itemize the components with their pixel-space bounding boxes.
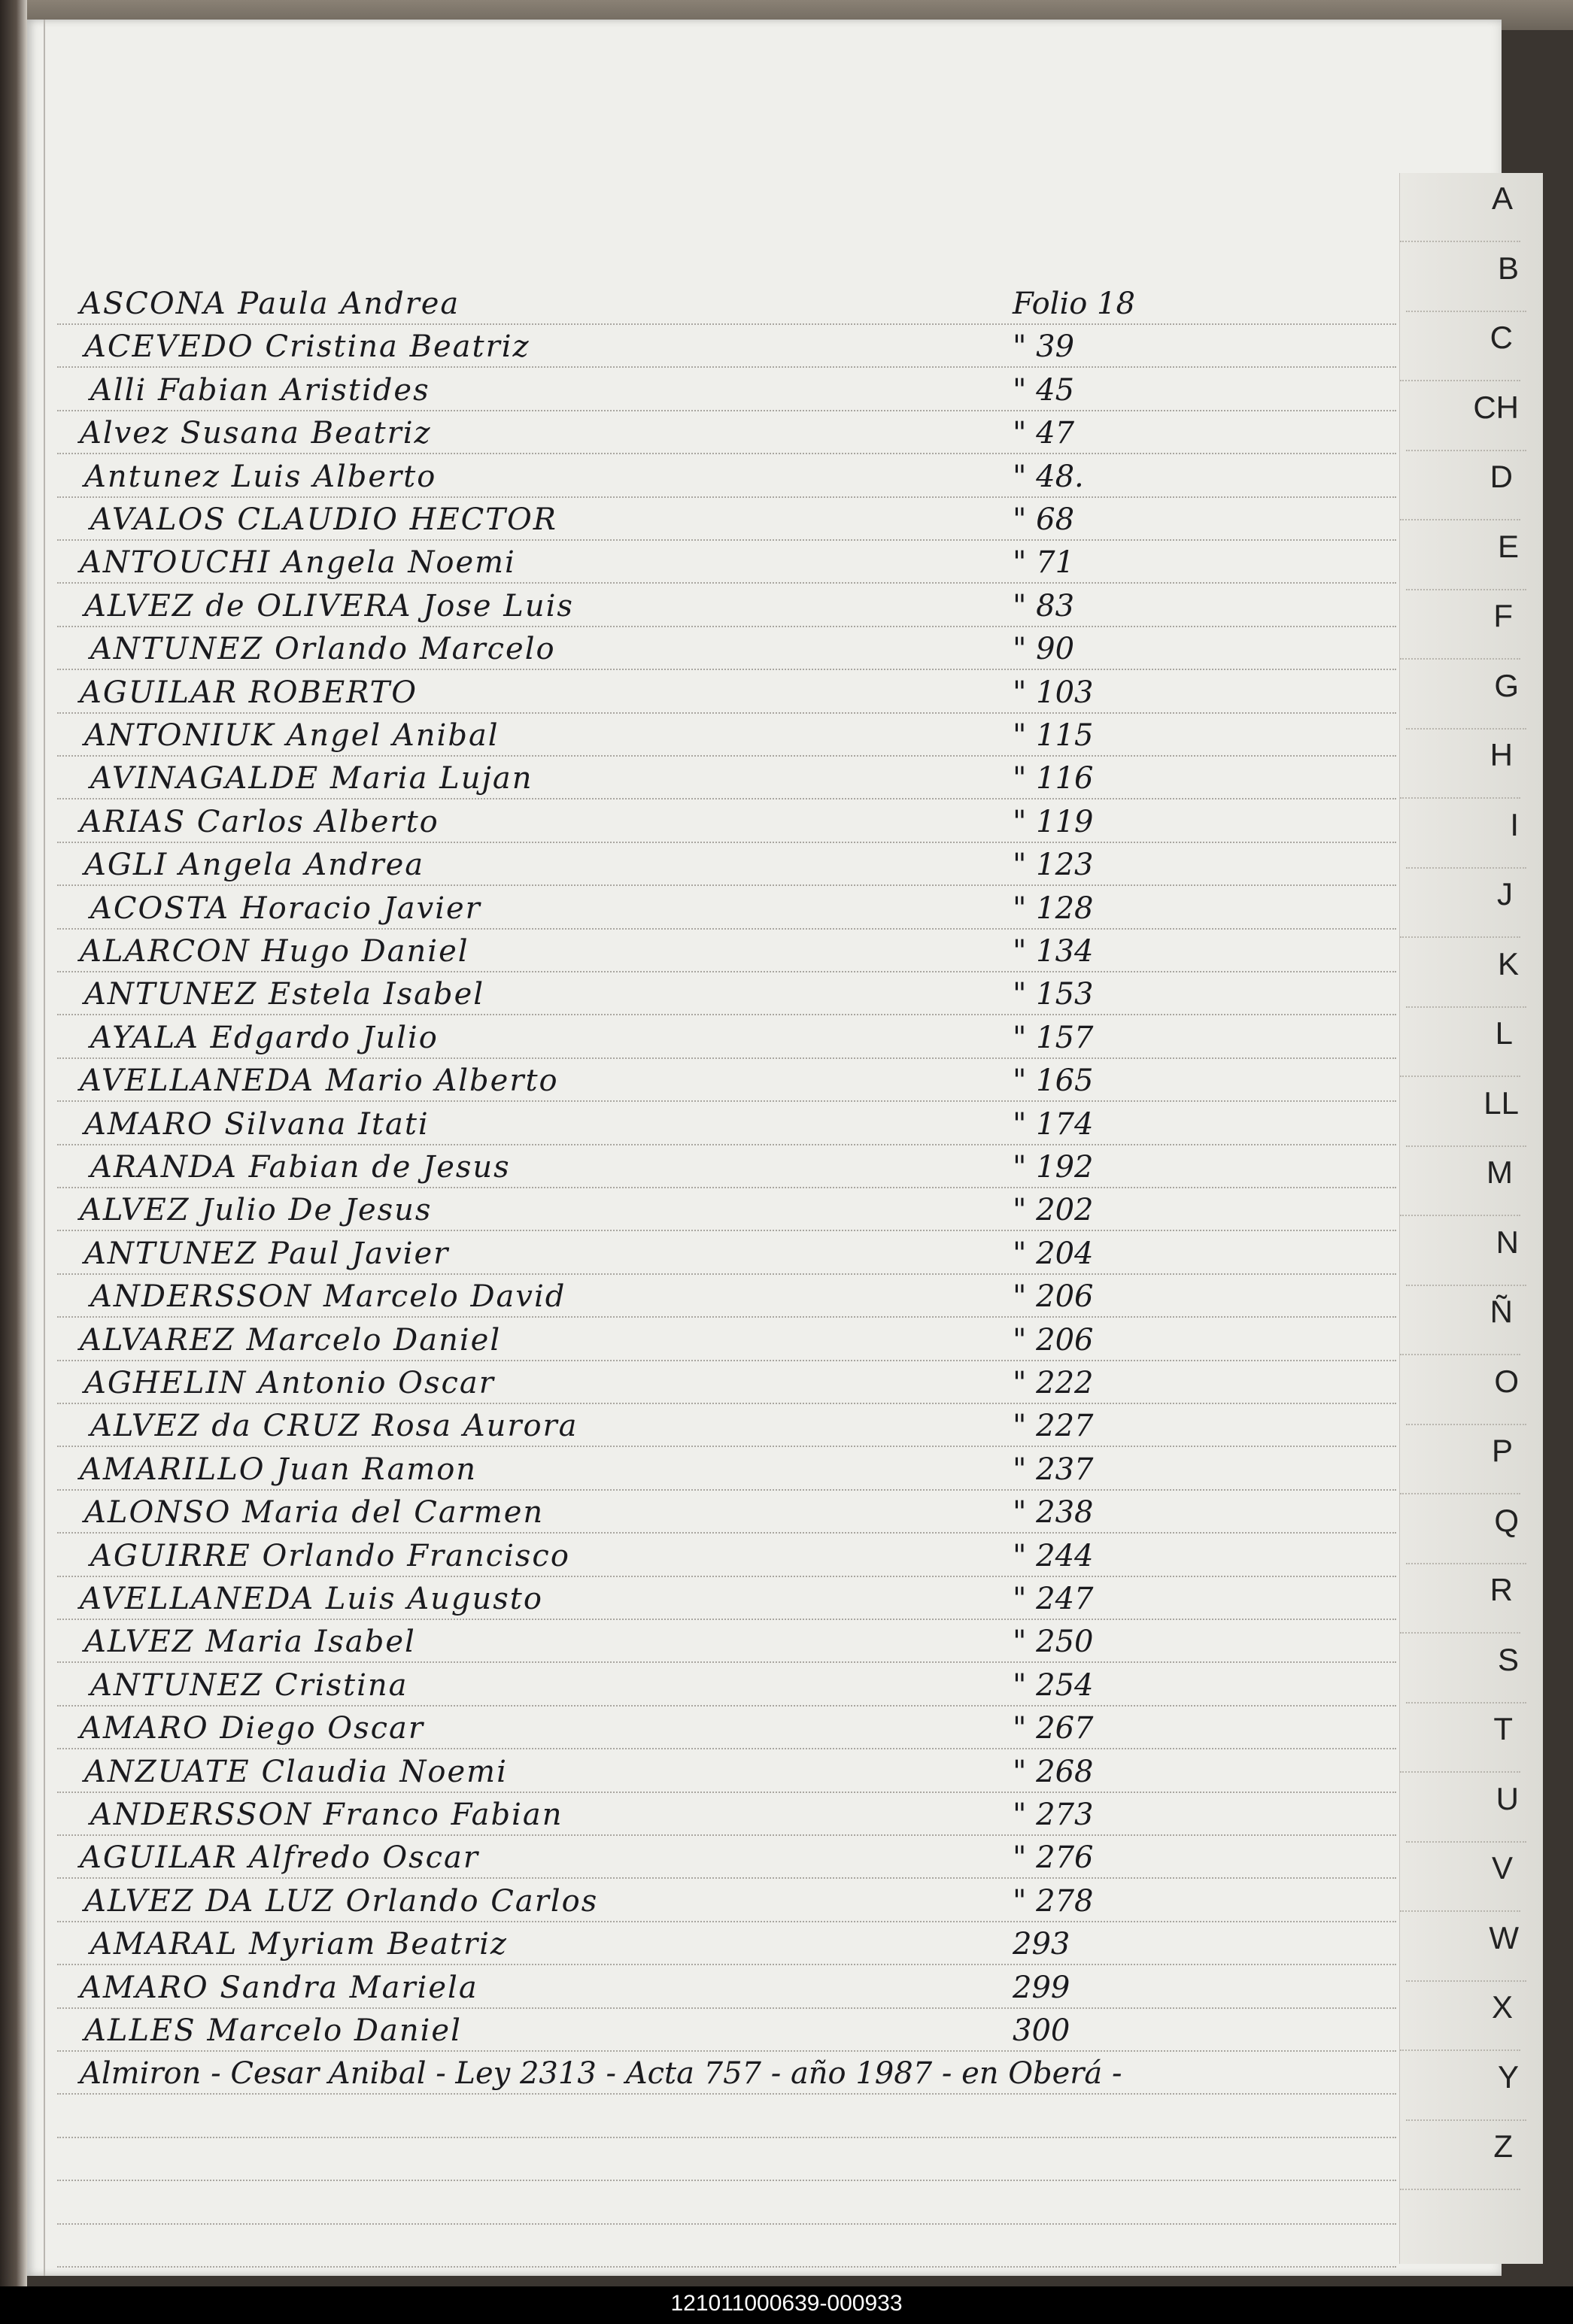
entry-folio: " 267 [1013, 1711, 1094, 1746]
entry-folio: " 206 [1013, 1279, 1094, 1315]
entry-name: ANDERSSON Marcelo David [90, 1279, 566, 1315]
index-tab-letter: Y [1497, 2059, 1519, 2095]
ledger-rule [57, 1360, 1396, 1361]
entry-folio: " 247 [1013, 1582, 1094, 1616]
entry-folio: " 71 [1013, 545, 1075, 581]
entry-folio: " 206 [1013, 1322, 1094, 1358]
entry-name: ANTUNEZ Orlando Marcelo [90, 632, 556, 667]
entry-folio: " 83 [1013, 588, 1075, 623]
ledger-rule [57, 1576, 1396, 1577]
ledger-rule [57, 1877, 1396, 1879]
entry-name: ANTUNEZ Cristina [90, 1667, 408, 1703]
index-tab-letter: A [1491, 181, 1513, 216]
index-tab-ñ[interactable] [1400, 1286, 1520, 1355]
entry-folio: " 237 [1013, 1452, 1094, 1487]
entry-folio: " 45 [1013, 372, 1075, 408]
index-tab-letter: LL [1483, 1085, 1519, 1121]
entry-folio: " 119 [1013, 804, 1094, 839]
index-tab-letter: G [1494, 667, 1519, 703]
entry-name: ARANDA Fabian de Jesus [90, 1150, 511, 1185]
ledger-rule [57, 842, 1396, 843]
entry-folio: " 153 [1013, 977, 1094, 1012]
ledger-rule [57, 2180, 1396, 2181]
entry-folio: 299 [1013, 1970, 1070, 2005]
entry-name: AMARO Silvana Itati [84, 1106, 430, 1142]
entry-name: ALVEZ DA LUZ Orlando Carlos [84, 1883, 599, 1919]
ledger-rule [57, 2137, 1396, 2138]
index-tab-letter: X [1491, 1989, 1513, 2025]
entry-folio: " 222 [1013, 1366, 1094, 1400]
index-tab-ch[interactable] [1406, 382, 1526, 451]
archive-code: 121011000639-000933 [670, 2291, 903, 2316]
entry-folio: " 39 [1013, 329, 1075, 365]
index-tab-k[interactable] [1406, 939, 1526, 1008]
ledger-rule [57, 1057, 1396, 1059]
entry-name: AGUILAR Alfredo Oscar [80, 1840, 480, 1876]
entry-name: AGLI Angela Andrea [84, 848, 425, 883]
ledger-rule [57, 453, 1396, 454]
ledger-rule [57, 1705, 1396, 1707]
ledger-rule [57, 928, 1396, 930]
entry-name: ACOSTA Horacio Javier [90, 890, 481, 926]
entry-folio: " 128 [1013, 890, 1094, 926]
ledger-rule [57, 323, 1396, 325]
entry-folio: " 115 [1013, 718, 1094, 753]
ledger-rule [57, 1230, 1396, 1231]
ledger-rule [57, 2093, 1396, 2095]
index-tab-g[interactable] [1406, 660, 1526, 730]
ledger-page [27, 20, 1502, 2276]
entry-name: AMARAL Myriam Beatriz [90, 1927, 508, 1962]
index-tab-m[interactable] [1400, 1147, 1520, 1216]
entry-name: ANTUNEZ Estela Isabel [84, 977, 485, 1012]
ledger-rule [57, 1316, 1396, 1318]
ledger-rule [57, 1403, 1396, 1404]
index-tab-letter: R [1489, 1572, 1513, 1607]
ledger-rule [57, 669, 1396, 670]
entry-name: AMARO Sandra Mariela [80, 1970, 478, 2005]
entry-folio: " 174 [1013, 1106, 1094, 1142]
index-tab-r[interactable] [1400, 1564, 1520, 1634]
entry-folio: " 202 [1013, 1193, 1094, 1228]
entry-folio: " 47 [1013, 416, 1075, 451]
index-tab-c[interactable] [1400, 312, 1520, 381]
entry-folio: " 250 [1013, 1625, 1094, 1660]
page-margin-line [44, 20, 45, 2276]
entry-name: AVALOS CLAUDIO HECTOR [90, 502, 557, 537]
footer-bar [0, 2286, 1573, 2324]
entry-folio: " 134 [1013, 934, 1094, 969]
entry-folio: " 238 [1013, 1495, 1094, 1531]
index-tab-q[interactable] [1406, 1495, 1526, 1564]
ledger-rule [57, 2007, 1396, 2009]
entry-name: AMARILLO Juan Ramon [80, 1452, 478, 1487]
index-tab-z[interactable] [1400, 2121, 1520, 2190]
entry-name: ALONSO Maria del Carmen [84, 1495, 545, 1531]
index-tab-letter: Ñ [1489, 1294, 1513, 1329]
entry-name: Alvez Susana Beatriz [80, 416, 432, 451]
entry-folio: " 68 [1013, 502, 1075, 537]
ledger-rule [57, 1619, 1396, 1620]
ledger-rule [57, 1532, 1396, 1534]
entry-name: ANTUNEZ Paul Javier [84, 1236, 450, 1271]
index-tab-f[interactable] [1400, 590, 1520, 660]
entry-folio: " 276 [1013, 1840, 1094, 1876]
ledger-rule [57, 1014, 1396, 1015]
ledger-rule [57, 1748, 1396, 1749]
ledger-rule [57, 582, 1396, 584]
index-tab-x[interactable] [1400, 1982, 1520, 2051]
entry-folio: " 244 [1013, 1538, 1094, 1573]
entry-name: ALVAREZ Marcelo Daniel [80, 1322, 502, 1358]
ledger-rule [57, 626, 1396, 627]
entry-folio: " 278 [1013, 1883, 1094, 1919]
ledger-rule [57, 884, 1396, 886]
entry-name: AGUILAR ROBERTO [80, 675, 418, 710]
ledger-rule [57, 1489, 1396, 1491]
entry-name: ALVEZ da CRUZ Rosa Aurora [90, 1409, 578, 1444]
index-tab-letter: C [1489, 320, 1513, 355]
entry-name: ALVEZ Julio De Jesus [80, 1193, 433, 1228]
entry-folio: Folio 18 [1013, 287, 1135, 321]
entry-folio: " 165 [1013, 1063, 1094, 1099]
index-tab-letter: L [1495, 1015, 1513, 1051]
index-tab-letter: F [1493, 598, 1513, 633]
index-tab-letter: J [1497, 876, 1513, 912]
index-tab-letter: M [1486, 1154, 1513, 1190]
ledger-rule [57, 1661, 1396, 1663]
entry-name: AVELLANEDA Mario Alberto [80, 1063, 559, 1099]
index-tab-letter: K [1497, 945, 1519, 981]
index-tab-ll[interactable] [1406, 1078, 1526, 1147]
entry-folio: " 90 [1013, 632, 1075, 667]
ledger-rule [57, 1964, 1396, 1965]
index-tab-letter: N [1496, 1224, 1519, 1260]
book-spine-edge [0, 0, 27, 2286]
entry-folio: " 103 [1013, 675, 1094, 710]
entry-folio: " 157 [1013, 1020, 1094, 1055]
ledger-rule [57, 539, 1396, 541]
index-tab-d[interactable] [1400, 451, 1520, 520]
entry-name: ALLES Marcelo Daniel [84, 2013, 462, 2048]
index-tab-letter: E [1497, 528, 1519, 564]
entry-name: ANDERSSON Franco Fabian [90, 1798, 563, 1832]
index-tab-i[interactable] [1406, 799, 1526, 869]
ledger-rule [57, 1446, 1396, 1447]
index-tab-letter: P [1491, 1433, 1513, 1468]
entry-name: AVINAGALDE Maria Lujan [90, 761, 533, 796]
ledger-rule [57, 971, 1396, 972]
entry-folio: " 227 [1013, 1409, 1094, 1444]
entry-folio: 300 [1013, 2013, 1070, 2048]
index-tab-letter: B [1497, 250, 1519, 286]
ledger-rule [57, 1100, 1396, 1102]
index-tab-y[interactable] [1406, 2052, 1526, 2121]
entry-folio: " 273 [1013, 1798, 1094, 1832]
entry-folio: " 116 [1013, 761, 1094, 796]
index-tab-letter: D [1489, 459, 1513, 494]
ledger-rule [57, 2050, 1396, 2052]
entry-name: ALVEZ Maria Isabel [84, 1625, 416, 1660]
index-tab-p[interactable] [1400, 1425, 1520, 1494]
index-tab-l[interactable] [1400, 1008, 1520, 1077]
entry-folio: " 48. [1013, 459, 1084, 494]
entry-name: AGUIRRE Orlando Francisco [90, 1538, 570, 1573]
ledger-rule [57, 1187, 1396, 1188]
entry-name: ANZUATE Claudia Noemi [84, 1754, 508, 1789]
entry-name: ANTOUCHI Angela Noemi [80, 545, 516, 581]
index-tab-o[interactable] [1406, 1356, 1526, 1425]
index-tab-letter: Z [1493, 2128, 1513, 2164]
index-tab-letter: U [1496, 1780, 1519, 1816]
ledger-rule [57, 1273, 1396, 1275]
index-tab-letter: V [1491, 1850, 1513, 1886]
index-tab-v[interactable] [1400, 1843, 1520, 1912]
entry-folio: " 192 [1013, 1150, 1094, 1185]
entry-name: Antunez Luis Alberto [84, 459, 437, 494]
entry-name: ANTONIUK Angel Anibal [84, 718, 500, 753]
index-tab-letter: W [1489, 1919, 1519, 1955]
ledger-rule [57, 410, 1396, 411]
index-tab-j[interactable] [1400, 869, 1520, 938]
index-tab-u[interactable] [1406, 1773, 1526, 1843]
entry-name: ALVEZ de OLIVERA Jose Luis [84, 588, 574, 623]
index-tab-w[interactable] [1406, 1913, 1526, 1982]
entry-name: ALARCON Hugo Daniel [80, 934, 469, 969]
entry-name: Alli Fabian Aristides [90, 372, 430, 408]
ledger-rule [57, 2223, 1396, 2225]
index-tab-letter: I [1510, 806, 1519, 842]
entry-folio: " 254 [1013, 1667, 1094, 1703]
entry-name: AMARO Diego Oscar [80, 1711, 424, 1746]
entry-name: ARIAS Carlos Alberto [80, 804, 439, 839]
ledger-rule [57, 1834, 1396, 1836]
index-tab-letter: O [1494, 1363, 1519, 1399]
index-tab-b[interactable] [1406, 243, 1526, 312]
entry-folio: " 123 [1013, 848, 1094, 883]
index-tab-e[interactable] [1406, 521, 1526, 590]
index-tab-t[interactable] [1400, 1704, 1520, 1773]
ledger-rule [57, 1144, 1396, 1145]
entry-name: ACEVEDO Cristina Beatriz [84, 329, 530, 365]
index-tab-letter: S [1497, 1641, 1519, 1677]
final-note: Almiron - Cesar Anibal - Ley 2313 - Acta 757 - año 1987 - en Oberá - [80, 2056, 1122, 2092]
ledger-rule [57, 1792, 1396, 1793]
index-tab-letter: T [1493, 1711, 1513, 1746]
ledger-rule [57, 755, 1396, 757]
ledger-rule [57, 1921, 1396, 1922]
alphabet-index-tabs [1399, 173, 1543, 2264]
index-tab-n[interactable] [1406, 1217, 1526, 1286]
index-tab-h[interactable] [1400, 730, 1520, 799]
entry-folio: " 268 [1013, 1754, 1094, 1789]
entry-folio: 293 [1013, 1927, 1070, 1962]
index-tab-letter: Q [1494, 1502, 1519, 1538]
ledger-rule [57, 712, 1396, 714]
entry-name: ASCONA Paula Andrea [80, 287, 460, 321]
index-tab-a[interactable] [1400, 173, 1520, 242]
ledger-rule [57, 366, 1396, 368]
index-tab-letter: H [1489, 737, 1513, 772]
entry-name: AGHELIN Antonio Oscar [84, 1366, 495, 1400]
ledger-rule [57, 798, 1396, 799]
index-tab-s[interactable] [1406, 1634, 1526, 1704]
entry-name: AVELLANEDA Luis Augusto [80, 1582, 543, 1616]
entry-name: AYALA Edgardo Julio [90, 1020, 439, 1055]
entry-folio: " 204 [1013, 1236, 1094, 1271]
ledger-rule [57, 496, 1396, 498]
ledger-rule [57, 2266, 1396, 2268]
index-tab-letter: CH [1473, 389, 1519, 425]
